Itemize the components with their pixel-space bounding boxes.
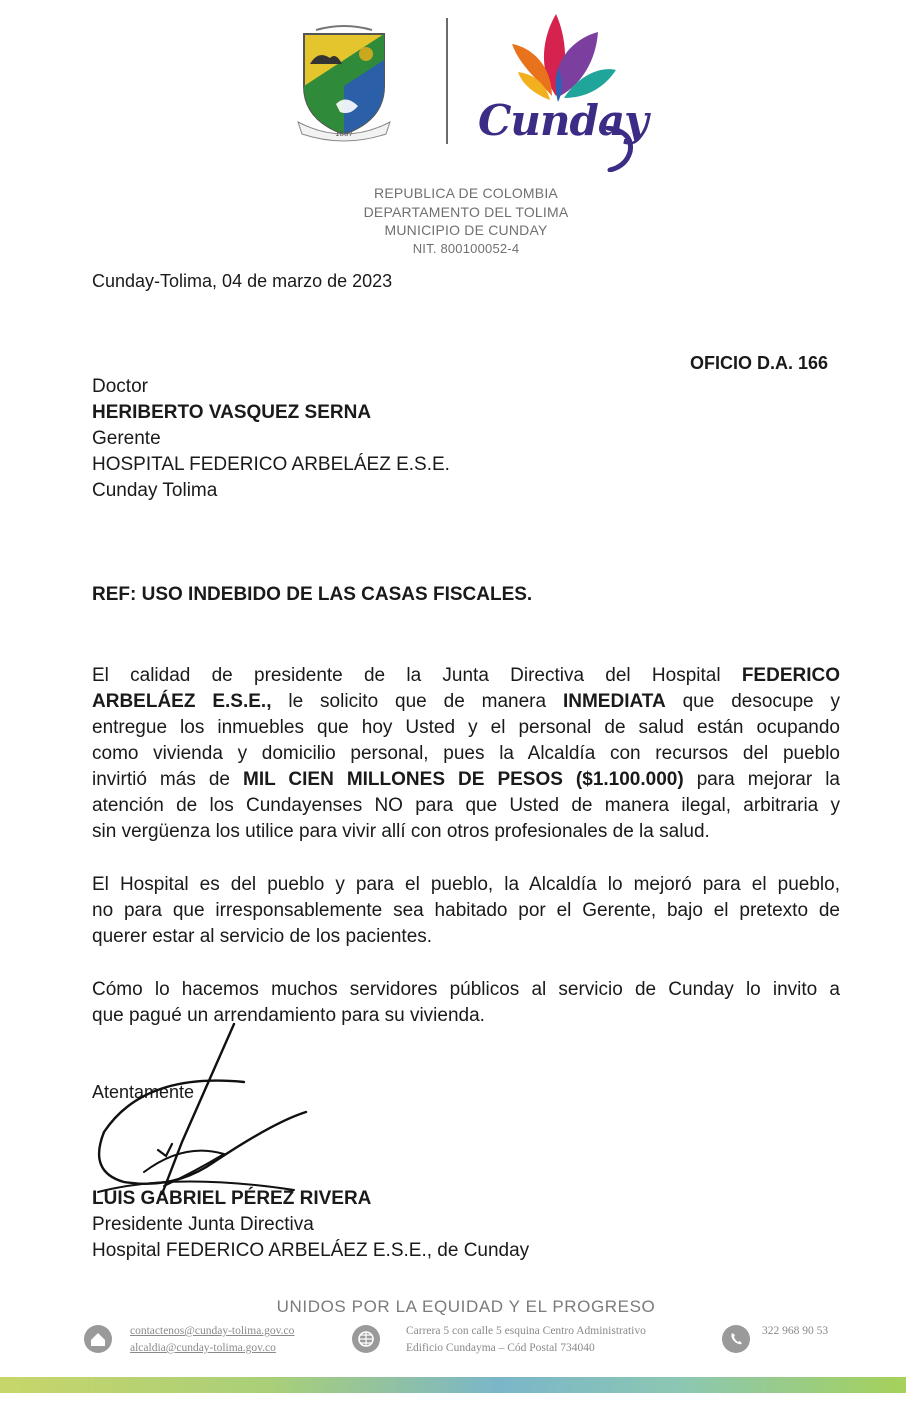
globe-icon bbox=[352, 1325, 380, 1353]
closing-salutation: Atentamente bbox=[92, 1082, 195, 1102]
municipal-shield-logo bbox=[296, 24, 392, 142]
letterhead bbox=[0, 184, 906, 258]
letterhead-municipality: MUNICIPIO DE CUNDAY bbox=[384, 222, 548, 238]
letterhead-nit: NIT. 800100052-4 bbox=[412, 240, 520, 256]
footer-phone: 322 968 90 53 bbox=[762, 1325, 829, 1337]
reference-line: REF: USO INDEBIDO DE LAS CASAS FISCALES. bbox=[92, 584, 533, 605]
email-link-alcaldia[interactable]: alcaldia@cunday-tolima.gov.co bbox=[130, 1342, 276, 1354]
footer-emails bbox=[130, 1323, 294, 1357]
p1-line-5: invirtió más de MIL CIEN MILLONES DE PESOS ($1.100.000) para mejorar la bbox=[92, 769, 840, 790]
signer-role: Presidente Junta Directiva bbox=[92, 1214, 314, 1235]
p1-line-1: El calidad de presidente de la Junta Directiva del Hospital FEDERICO bbox=[92, 665, 840, 686]
p1-line-6: atención de los Cundayenses NO para que Usted de manera ilegal, arbitraria y bbox=[92, 795, 840, 816]
recipient-location: Cunday Tolima bbox=[92, 480, 218, 501]
letter-date: Cunday-Tolima, 04 de marzo de 2023 bbox=[92, 271, 393, 291]
phone-icon bbox=[722, 1325, 750, 1353]
oficio-number: OFICIO D.A. 166 bbox=[689, 353, 828, 373]
header-divider bbox=[446, 18, 448, 144]
signer-organization: Hospital FEDERICO ARBELÁEZ E.S.E., de Cunday bbox=[92, 1240, 530, 1261]
shield-ribbon-text: 1887 bbox=[335, 130, 353, 138]
recipient-name: HERIBERTO VASQUEZ SERNA bbox=[92, 402, 372, 423]
footer-slogan: UNIDOS POR LA EQUIDAD Y EL PROGRESO bbox=[276, 1297, 656, 1316]
p1-line-4: como vivienda y domicilio personal, pues la Alcaldía con recursos del pueblo bbox=[92, 743, 840, 764]
email-link-contact[interactable]: contactenos@cunday-tolima.gov.co bbox=[130, 1325, 295, 1337]
p3-line-1: Cómo lo hacemos muchos servidores públicos al servicio de Cunday lo invito a bbox=[92, 979, 840, 1000]
cunday-logo-text: Cunday bbox=[478, 96, 648, 145]
recipient-title: Doctor bbox=[92, 376, 148, 397]
address-line-1: Carrera 5 con calle 5 esquina Centro Administrativo bbox=[406, 1325, 646, 1337]
logo-swoosh-icon bbox=[604, 126, 640, 172]
p2-line-2: no para que irresponsablemente sea habitado por el Gerente, bajo el pretexto de bbox=[92, 900, 840, 921]
letterhead-department: DEPARTAMENTO DEL TOLIMA bbox=[363, 203, 569, 220]
p2-line-1: El Hospital es del pueblo y para el pueblo, la Alcaldía lo mejoró para el pueblo, bbox=[92, 874, 840, 895]
home-icon bbox=[84, 1325, 112, 1353]
p1-line-3: entregue los inmuebles que hoy Usted y el personal de salud están ocupando bbox=[92, 717, 840, 738]
handwritten-signature bbox=[84, 1022, 334, 1212]
footer-color-bar bbox=[0, 1377, 906, 1393]
signer-name: LUIS GABRIEL PÉREZ RIVERA bbox=[92, 1188, 372, 1209]
footer-address bbox=[406, 1323, 646, 1357]
body-paragraph-1 bbox=[92, 663, 840, 845]
recipient-role: Gerente bbox=[92, 428, 161, 449]
body-paragraph-2 bbox=[92, 872, 840, 950]
p1-line-2: ARBELÁEZ E.S.E., le solicito que de manera INMEDIATA que desocupe y bbox=[92, 691, 841, 712]
cunday-flower-icon bbox=[508, 10, 618, 110]
address-line-2: Edificio Cundayma – Cód Postal 734040 bbox=[406, 1342, 595, 1354]
p2-line-3: querer estar al servicio de los pacientes. bbox=[92, 926, 433, 947]
letterhead-country: REPUBLICA DE COLOMBIA bbox=[374, 185, 558, 201]
recipient-organization: HOSPITAL FEDERICO ARBELÁEZ E.S.E. bbox=[92, 454, 450, 475]
recipient-block bbox=[92, 374, 450, 504]
p1-line-7: sin vergüenza los utilice para vivir allí con otros profesionales de la salud. bbox=[92, 821, 710, 842]
p3-line-2: que pagué un arrendamiento para su vivienda. bbox=[92, 1005, 485, 1026]
